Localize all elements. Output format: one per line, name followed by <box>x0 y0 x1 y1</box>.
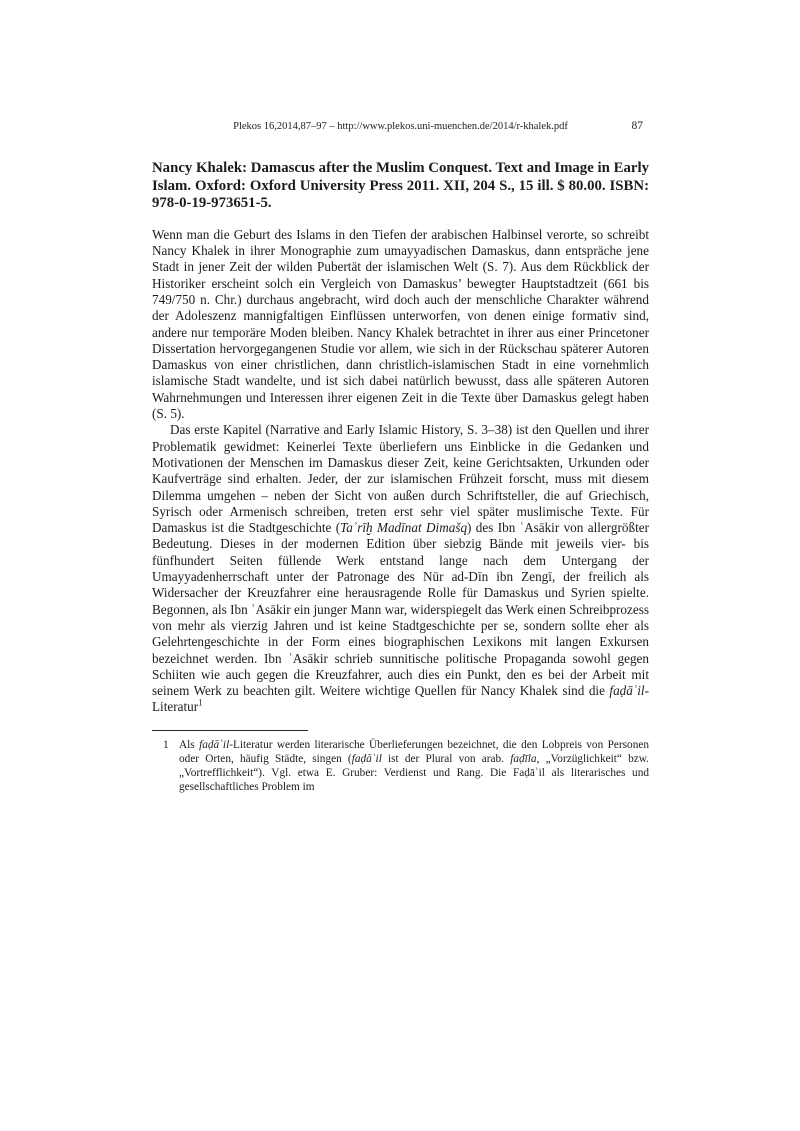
review-body <box>152 227 649 716</box>
footnote-number: 1 <box>163 738 169 751</box>
running-head <box>152 120 649 133</box>
page-number: 87 <box>631 120 643 132</box>
review-title: Nancy Khalek: Damascus after the Muslim Conquest. Text and Image in Early Islam. Oxford: Oxford University Press 2011. XII, 204 S., 15 ill. $ 80.00. ISBN: 978-0-19-973651-5. <box>152 160 649 212</box>
footnote-1 <box>152 738 649 794</box>
footnote-text: Als faḍāʾil-Literatur werden literarische Überlieferungen bezeichnet, die den Lobpreis von Personen oder Orten, häufig Städte, singen (faḍāʾil ist der Plural von arab. faḍīla, „Vorzüglichkeit“ bzw. „Vortrefflichkeit“). Vgl. etwa E. Gruber: Verdienst und Rang. Die Faḍāʾil als literarisches und gesellschaftliches Problem im <box>179 738 650 793</box>
paragraph-2: Das erste Kapitel (Narrative and Early Islamic History, S. 3–38) ist den Quellen und ihrer Problematik gewidmet: Keinerlei Texte überliefern uns Einblicke in die Gedanken und Motivationen der Menschen im Damaskus dieser Zeit, keine Gerichtsakten, Urkunden oder Kaufverträge sind erhalten. Jeder, der zur islamischen Frühzeit forscht, muss mit diesem Dilemma umgehen – neben der Sicht von außen durch Schriftsteller, die auf Griechisch, Syrisch oder Armenisch schreiben, treten erst sehr viel später muslimische Texte. Für Damaskus ist die Stadtgeschichte (Taʾrīḫ Madīnat Dimašq) des Ibn ʿAsākir von allergrößter Bedeutung. Dieses in der modernen Edition über siebzig Bände mit jeweils vier- bis fünfhundert Seiten füllende Werk entstand lange nach dem Untergang der Umayyadenherrschaft unter der Patronage des Nūr ad-Dīn ibn Zengī, der freilich als Widersacher der Kreuzfahrer eine herausragende Rolle für Damaskus und Syrien spielte. Begonnen, als Ibn ʿAsākir ein junger Mann war, widerspiegelt das Werk einen Schreibprozess von mehr als vierzig Jahren und ist keine Stadtgeschichte per se, sondern sollte eher als Gelehrtengeschichte in der Form eines biographischen Lexikons mit langen Exkursen bezeichnet werden. Ibn ʿAsākir schrieb sunnitische politische Propaganda sowohl gegen Schiiten wie auch gegen die Kreuzfahrer, auch dies ein Punkt, den es bei der Arbeit mit seinem Werk zu beachten gilt. Weitere wichtige Quellen für Nancy Khalek sind die faḍāʾil-Literatur$^1$ <box>152 422 649 715</box>
paragraph-1: Wenn man die Geburt des Islams in den Tiefen der arabischen Halbinsel verorte, so schreibt Nancy Khalek in ihrer Monographie zum umayyadischen Damaskus, dann entspräche jene Stadt in jener Zeit der wilden Pubertät der islamischen Welt (S. 7). Aus dem Rückblick der Historiker erscheint solch ein Vergleich von Damaskus’ bewegter Hauptstadtzeit (661 bis 749/750 n. Chr.) durchaus angebracht, wird doch auch der menschliche Charakter während der Adoleszenz mannigfaltigen Einflüssen unterworfen, von denen einige formativ sind, andere nur temporäre Moden bleiben. Nancy Khalek betrachtet in ihrer aus einer Princetoner Dissertation hervorgegangenen Studie vor allem, wie sich in der Rückschau späterer Autoren Damaskus von einer christlichen, dann christlich-islamischen Stadt in eine vornehmlich islamische Stadt wandelte, und ist sich dabei natürlich bewusst, dass alle späteren Autoren Wahrnehmungen und Interessen ihrer eigenen Zeit in die Texte über Damaskus gelegt haben (S. 5). <box>152 226 649 422</box>
footnote-separator <box>152 730 308 731</box>
text-block <box>152 120 649 794</box>
journal-citation: Plekos 16,2014,87–97 – http://www.plekos.uni-muenchen.de/2014/r-khalek.pdf <box>233 121 568 132</box>
